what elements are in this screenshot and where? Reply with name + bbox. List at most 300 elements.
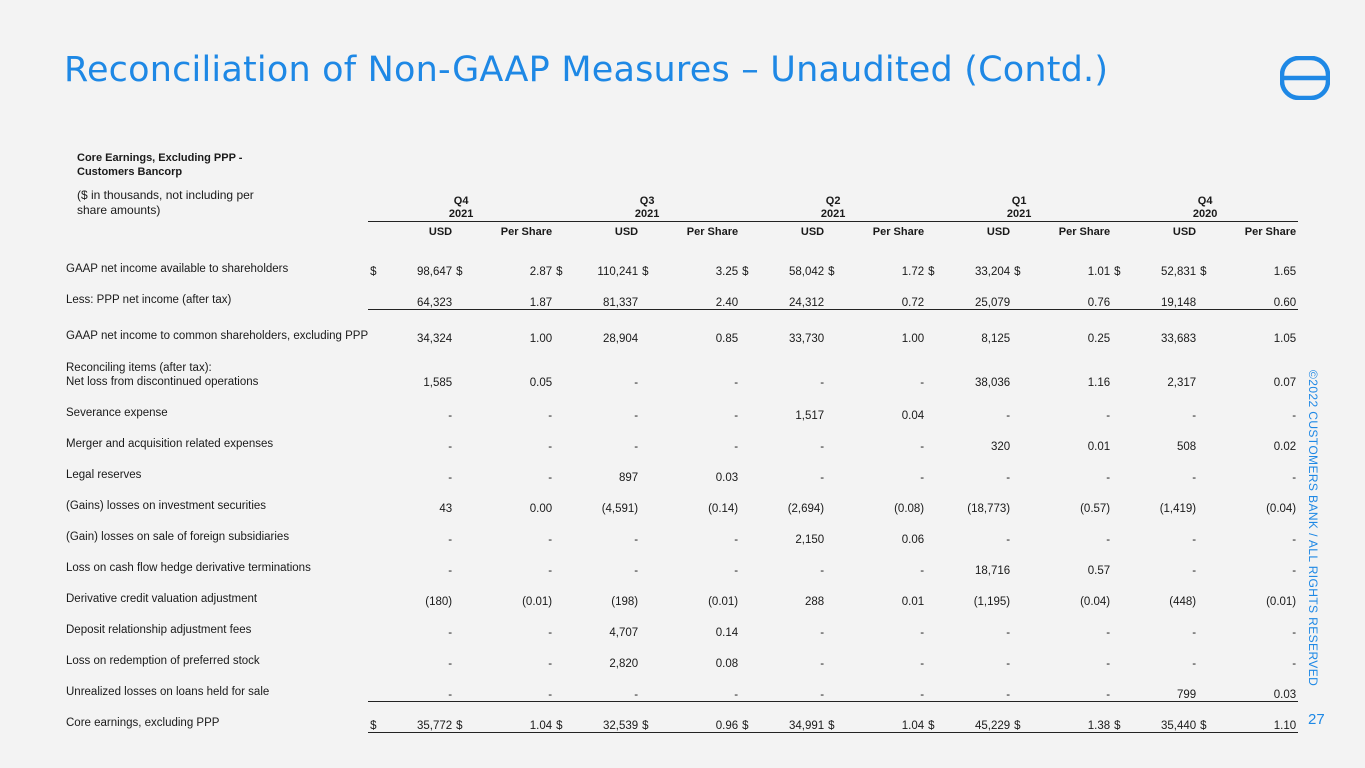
currency-symbol (454, 670, 468, 701)
currency-symbol (368, 484, 382, 515)
cell-value: (2,694) (787, 503, 825, 515)
currency-symbol (454, 484, 468, 515)
cell-value: (180) (425, 596, 453, 608)
usd-column-header: USD (986, 226, 1011, 238)
cell-value: - (448, 472, 453, 484)
currency-symbol (640, 309, 654, 345)
per-share-column-header: Per Share (1058, 226, 1111, 238)
currency-symbol (826, 546, 840, 577)
cell-value: - (548, 627, 553, 639)
cell-value: - (1006, 534, 1011, 546)
cell-value: - (1192, 565, 1197, 577)
cell-value: 0.03 (715, 472, 739, 484)
cell-value: - (1192, 658, 1197, 670)
cell-value: 110,241 (597, 266, 639, 278)
currency-symbol (1012, 391, 1026, 422)
cell-value: - (920, 377, 925, 389)
cell-value: 24,312 (754, 278, 826, 309)
cell-value: 32,539 (568, 701, 640, 732)
per-share-column-header: Per Share (872, 226, 925, 238)
currency-symbol (926, 608, 940, 639)
cell-value: (4,591) (601, 503, 639, 515)
cell-value: - (1006, 658, 1011, 670)
currency-symbol: $ (640, 701, 654, 732)
currency-symbol: $ (370, 266, 377, 278)
currency-symbol (740, 345, 754, 391)
currency-symbol (554, 422, 568, 453)
cell-value: - (1006, 410, 1011, 422)
page-title: Reconciliation of Non-GAAP Measures – Unaudited (Contd.) (64, 50, 1109, 90)
cell-value: 0.57 (1087, 565, 1111, 577)
row-label: Legal reserves (66, 469, 142, 481)
currency-symbol (1198, 546, 1212, 577)
reconciliation-table (66, 191, 1298, 733)
cell-value: - (820, 627, 825, 639)
currency-symbol (554, 453, 568, 484)
currency-symbol (554, 391, 568, 422)
cell-value: 18,716 (974, 565, 1011, 577)
quarter-header-row (66, 191, 1298, 222)
cell-value: - (920, 658, 925, 670)
currency-symbol: $ (1014, 266, 1021, 278)
quarter-header (740, 191, 926, 222)
currency-symbol (826, 670, 840, 701)
cell-value: 1.00 (901, 333, 925, 345)
currency-symbol (454, 309, 468, 345)
currency-symbol (1112, 391, 1126, 422)
cell-value: - (634, 377, 639, 389)
row-label: (Gain) losses on sale of foreign subsidiaries (66, 531, 290, 543)
currency-symbol (368, 278, 382, 309)
header-blank (66, 191, 368, 222)
currency-symbol (826, 278, 840, 309)
cell-value: - (548, 658, 553, 670)
currency-symbol (640, 484, 654, 515)
currency-symbol (454, 278, 468, 309)
cell-value: 3.25 (715, 266, 739, 278)
currency-symbol (740, 422, 754, 453)
currency-symbol (554, 608, 568, 639)
currency-symbol (454, 577, 468, 608)
cell-value: 35,772 (382, 701, 454, 732)
table-row (66, 515, 1298, 546)
currency-symbol (554, 515, 568, 546)
currency-symbol (368, 670, 382, 701)
copyright-side-text (1306, 370, 1341, 687)
currency-symbol: $ (826, 701, 840, 732)
quarter-header (1112, 191, 1298, 222)
currency-symbol (368, 391, 382, 422)
cell-value: 98,647 (416, 266, 453, 278)
quarter-year: 2021 (820, 208, 846, 220)
cell-value: 2.40 (654, 278, 740, 309)
currency-symbol (1012, 670, 1026, 701)
cell-value: (0.08) (894, 503, 925, 515)
header-blank (66, 222, 368, 243)
currency-symbol (554, 546, 568, 577)
cell-value: 8,125 (981, 333, 1011, 345)
cell-value: 1.04 (468, 701, 554, 732)
table-row (66, 242, 1298, 278)
per-share-column-header: Per Share (686, 226, 739, 238)
cell-value: 25,079 (940, 278, 1012, 309)
currency-symbol (1198, 608, 1212, 639)
currency-symbol (640, 546, 654, 577)
currency-symbol (826, 608, 840, 639)
cell-value: - (820, 441, 825, 453)
currency-symbol (1112, 309, 1126, 345)
cell-value: 0.01 (901, 596, 925, 608)
currency-symbol (454, 546, 468, 577)
currency-symbol: $ (1012, 701, 1026, 732)
row-label: GAAP net income available to shareholders (66, 263, 289, 275)
customers-bank-logo-icon (1280, 56, 1330, 100)
cell-value: - (1292, 658, 1297, 670)
currency-symbol (926, 670, 940, 701)
cell-value: 34,324 (416, 333, 453, 345)
table-row (66, 422, 1298, 453)
cell-value: 0.08 (715, 658, 739, 670)
cell-value: - (634, 565, 639, 577)
usd-column-header: USD (800, 226, 825, 238)
currency-symbol (1012, 484, 1026, 515)
quarter-year: 2021 (634, 208, 660, 220)
currency-symbol (640, 515, 654, 546)
cell-value: - (940, 670, 1012, 701)
cell-value: 1,517 (795, 410, 825, 422)
currency-symbol (926, 639, 940, 670)
cell-value: 0.00 (529, 503, 553, 515)
cell-value: 19,148 (1126, 278, 1198, 309)
currency-symbol (640, 577, 654, 608)
currency-symbol (368, 309, 382, 345)
quarter-year: 2021 (448, 208, 474, 220)
cell-value: (0.01) (708, 596, 739, 608)
cell-value: - (820, 658, 825, 670)
quarter-header (554, 191, 740, 222)
cell-value: - (1292, 565, 1297, 577)
table-row (66, 484, 1298, 515)
currency-symbol: $ (742, 266, 749, 278)
cell-value: 1.16 (1087, 377, 1111, 389)
currency-symbol (554, 577, 568, 608)
currency-symbol: $ (556, 266, 563, 278)
cell-value: - (548, 534, 553, 546)
quarter-year: 2020 (1192, 208, 1218, 220)
row-label: (Gains) losses on investment securities (66, 500, 267, 512)
cell-value: - (1006, 627, 1011, 639)
quarter-header (368, 191, 554, 222)
currency-symbol (740, 639, 754, 670)
cell-value: - (634, 441, 639, 453)
unit-header-row (66, 222, 1298, 243)
currency-symbol (926, 484, 940, 515)
currency-symbol: $ (928, 266, 935, 278)
cell-value: 0.02 (1273, 441, 1297, 453)
currency-symbol (1012, 577, 1026, 608)
currency-symbol: $ (1112, 701, 1126, 732)
currency-symbol (740, 608, 754, 639)
cell-value: 35,440 (1126, 701, 1198, 732)
currency-symbol (640, 670, 654, 701)
row-label: Deposit relationship adjustment fees (66, 624, 252, 636)
currency-symbol (1198, 484, 1212, 515)
cell-value: (0.14) (708, 503, 739, 515)
currency-symbol (926, 309, 940, 345)
cell-value: - (634, 534, 639, 546)
cell-value: - (1106, 472, 1111, 484)
cell-value: 0.05 (529, 377, 553, 389)
currency-symbol (554, 278, 568, 309)
currency-symbol (1112, 639, 1126, 670)
cell-value: - (448, 565, 453, 577)
table-row (66, 701, 1298, 732)
cell-value: 1.65 (1273, 266, 1297, 278)
cell-value: (448) (1169, 596, 1197, 608)
currency-symbol (554, 639, 568, 670)
table-row (66, 577, 1298, 608)
currency-symbol (926, 577, 940, 608)
per-share-column-header: Per Share (1244, 226, 1297, 238)
table-row (66, 608, 1298, 639)
cell-value: 52,831 (1160, 266, 1197, 278)
currency-symbol (1198, 670, 1212, 701)
cell-value: - (448, 534, 453, 546)
currency-symbol (368, 515, 382, 546)
currency-symbol (826, 484, 840, 515)
currency-symbol (1198, 309, 1212, 345)
cell-value: - (920, 627, 925, 639)
cell-value: 320 (990, 441, 1011, 453)
cell-value: 0.60 (1212, 278, 1298, 309)
cell-value: 1.01 (1087, 266, 1111, 278)
currency-symbol (1198, 577, 1212, 608)
row-label: Loss on redemption of preferred stock (66, 655, 260, 667)
currency-symbol (1112, 546, 1126, 577)
currency-symbol (1112, 608, 1126, 639)
cell-value: - (1192, 472, 1197, 484)
currency-symbol (1012, 546, 1026, 577)
cell-value: 2,317 (1167, 377, 1197, 389)
cell-value: 799 (1126, 670, 1198, 701)
cell-value: - (1192, 627, 1197, 639)
cell-value: - (734, 410, 739, 422)
cell-value: - (734, 441, 739, 453)
currency-symbol (826, 345, 840, 391)
table-row (66, 391, 1298, 422)
cell-value: - (448, 441, 453, 453)
cell-value: 0.06 (901, 534, 925, 546)
currency-symbol (1112, 484, 1126, 515)
cell-value: 0.07 (1273, 377, 1297, 389)
row-label: GAAP net income to common shareholders, excluding PPP (66, 330, 369, 342)
cell-value: 0.04 (901, 410, 925, 422)
currency-symbol (926, 345, 940, 391)
cell-value: 1.00 (529, 333, 553, 345)
quarter-label: Q2 (825, 195, 841, 207)
currency-symbol (826, 515, 840, 546)
cell-value: 33,204 (974, 266, 1011, 278)
table-row (66, 546, 1298, 577)
cell-value: - (754, 670, 826, 701)
currency-symbol (826, 453, 840, 484)
usd-column-header: USD (428, 226, 453, 238)
cell-value: - (920, 472, 925, 484)
cell-value: 43 (439, 503, 453, 515)
currency-symbol (1112, 345, 1126, 391)
cell-value: - (1192, 410, 1197, 422)
cell-value: 38,036 (974, 377, 1011, 389)
row-label: Merger and acquisition related expenses (66, 438, 274, 450)
cell-value: 4,707 (609, 627, 639, 639)
cell-value: 0.72 (840, 278, 926, 309)
cell-value: 2,150 (795, 534, 825, 546)
cell-value: 28,904 (602, 333, 639, 345)
cell-value: 33,683 (1160, 333, 1197, 345)
cell-value: 508 (1176, 441, 1197, 453)
table-title: Core Earnings, Excluding PPP - Customers Bancorp (77, 152, 243, 178)
cell-value: - (654, 670, 740, 701)
cell-value: - (448, 658, 453, 670)
currency-symbol (926, 453, 940, 484)
table-row (66, 309, 1298, 345)
currency-symbol (368, 453, 382, 484)
currency-symbol (740, 515, 754, 546)
quarter-header (926, 191, 1112, 222)
currency-symbol (826, 309, 840, 345)
cell-value: 1.04 (840, 701, 926, 732)
cell-value: 0.96 (654, 701, 740, 732)
usd-column-header: USD (1172, 226, 1197, 238)
cell-value: - (920, 441, 925, 453)
cell-value: - (820, 472, 825, 484)
page-number: 27 (1308, 711, 1325, 728)
quarter-label: Q3 (639, 195, 655, 207)
cell-value: 1.72 (901, 266, 925, 278)
copyright-label: ©2022 CUSTOMERS BANK / ALL RIGHTS RESERVED (1306, 370, 1320, 687)
cell-value: (1,419) (1159, 503, 1197, 515)
currency-symbol (554, 670, 568, 701)
currency-symbol (926, 515, 940, 546)
currency-symbol (1112, 453, 1126, 484)
currency-symbol (454, 422, 468, 453)
currency-symbol: $ (554, 701, 568, 732)
currency-symbol (1012, 515, 1026, 546)
cell-value: 0.25 (1087, 333, 1111, 345)
currency-symbol (640, 345, 654, 391)
cell-value: 34,991 (754, 701, 826, 732)
cell-value: 2.87 (529, 266, 553, 278)
currency-symbol (826, 422, 840, 453)
cell-value: 58,042 (788, 266, 825, 278)
currency-symbol (640, 639, 654, 670)
currency-symbol (740, 309, 754, 345)
currency-symbol (826, 639, 840, 670)
currency-symbol (454, 515, 468, 546)
currency-symbol: $ (926, 701, 940, 732)
currency-symbol (554, 309, 568, 345)
currency-symbol (1198, 391, 1212, 422)
currency-symbol (368, 345, 382, 391)
currency-symbol (1012, 278, 1026, 309)
cell-value: - (548, 472, 553, 484)
currency-symbol (1012, 453, 1026, 484)
quarter-label: Q4 (1197, 195, 1213, 207)
currency-symbol (740, 453, 754, 484)
cell-value: - (448, 410, 453, 422)
currency-symbol (926, 391, 940, 422)
cell-value: 45,229 (940, 701, 1012, 732)
cell-value: (198) (611, 596, 639, 608)
currency-symbol: $ (368, 701, 382, 732)
currency-symbol (368, 577, 382, 608)
cell-value: - (1106, 658, 1111, 670)
currency-symbol (740, 391, 754, 422)
cell-value: 81,337 (568, 278, 640, 309)
currency-symbol (926, 422, 940, 453)
cell-value: - (920, 565, 925, 577)
currency-symbol (740, 577, 754, 608)
usd-column-header: USD (614, 226, 639, 238)
cell-value: - (1192, 534, 1197, 546)
cell-value: 64,323 (382, 278, 454, 309)
currency-symbol (1198, 515, 1212, 546)
currency-symbol (1198, 453, 1212, 484)
currency-symbol (1112, 422, 1126, 453)
currency-symbol (1012, 309, 1026, 345)
currency-symbol (826, 391, 840, 422)
currency-symbol (454, 345, 468, 391)
currency-symbol (454, 639, 468, 670)
row-label: Derivative credit valuation adjustment (66, 593, 258, 605)
currency-symbol (368, 639, 382, 670)
table-row (66, 670, 1298, 701)
cell-value: - (1292, 534, 1297, 546)
currency-symbol (368, 608, 382, 639)
cell-value: - (840, 670, 926, 701)
cell-value: - (1292, 627, 1297, 639)
cell-value: - (382, 670, 454, 701)
currency-symbol (640, 453, 654, 484)
currency-symbol (826, 577, 840, 608)
currency-symbol (1112, 515, 1126, 546)
table-subtitle: ($ in thousands, not including per share amounts) (77, 188, 254, 217)
cell-value: - (1106, 410, 1111, 422)
currency-symbol: $ (1198, 701, 1212, 732)
currency-symbol (1198, 639, 1212, 670)
cell-value: - (634, 410, 639, 422)
cell-value: 0.76 (1026, 278, 1112, 309)
currency-symbol: $ (1200, 266, 1207, 278)
currency-symbol (640, 391, 654, 422)
cell-value: - (1006, 472, 1011, 484)
cell-value: 1.38 (1026, 701, 1112, 732)
currency-symbol (454, 453, 468, 484)
quarter-year: 2021 (1006, 208, 1032, 220)
cell-value: - (1106, 534, 1111, 546)
table-row (66, 453, 1298, 484)
cell-value: - (734, 534, 739, 546)
currency-symbol: $ (740, 701, 754, 732)
cell-value: 1.10 (1212, 701, 1298, 732)
cell-value: 1.05 (1273, 333, 1297, 345)
cell-value: - (568, 670, 640, 701)
currency-symbol (740, 546, 754, 577)
currency-symbol (368, 422, 382, 453)
cell-value: 0.85 (715, 333, 739, 345)
currency-symbol (1012, 422, 1026, 453)
cell-value: - (548, 565, 553, 577)
